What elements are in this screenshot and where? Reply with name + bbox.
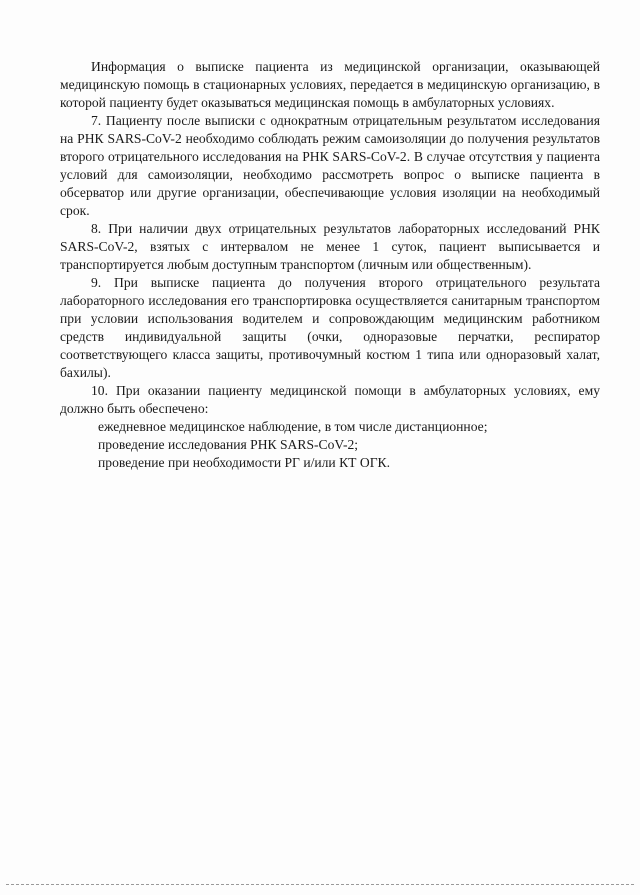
paragraph-discharge-info: Информация о выписке пациента из медицинской организации, оказывающей медицинскую помощь в стационарных условиях, передается в медицинскую организацию, в которой пациенту будет оказываться медицинская помощь в амбулаторных условиях. [60,59,600,110]
document-body [60,58,600,472]
list-item-daily-monitoring: ежедневное медицинское наблюдение, в том числе дистанционное; [98,419,488,434]
list-item-imaging: проведение при необходимости РГ и/или КТ ОГК. [98,455,391,470]
paragraph-item-10: 10. При оказании пациенту медицинской помощи в амбулаторных условиях, ему должно быть обеспечено: [60,383,600,416]
paragraph-item-8: 8. При наличии двух отрицательных результатов лабораторных исследований РНК SARS-CoV-2, взятых с интервалом не менее 1 суток, пациент выписывается и транспортируется любым доступным транспортом (личным или общественным). [60,221,600,272]
page-bottom-edge [6,884,634,885]
paragraph-item-9: 9. При выписке пациента до получения второго отрицательного результата лабораторного исследования его транспортировка осуществляется санитарным транспортом при условии использования водителем и сопровождающим медицинским работником средств индивидуальной защиты (очки, одноразовые перчатки, респиратор соответствующего класса защиты, противочумный костюм 1 типа или одноразовый халат, бахилы). [60,275,600,380]
paragraph-item-7: 7. Пациенту после выписки с однократным отрицательным результатом исследования на РНК SARS-CoV-2 необходимо соблюдать режим самоизоляции до получения результатов второго отрицательного исследования на РНК SARS-CoV-2. В случае отсутствия у пациента условий для самоизоляции, необходимо рассмотреть вопрос о выписке пациента в обсерватор или другие организации, обеспечивающие условия изоляции на необходимый срок. [60,113,600,218]
list-item-rna-test: проведение исследования РНК SARS-CoV-2; [98,437,359,452]
